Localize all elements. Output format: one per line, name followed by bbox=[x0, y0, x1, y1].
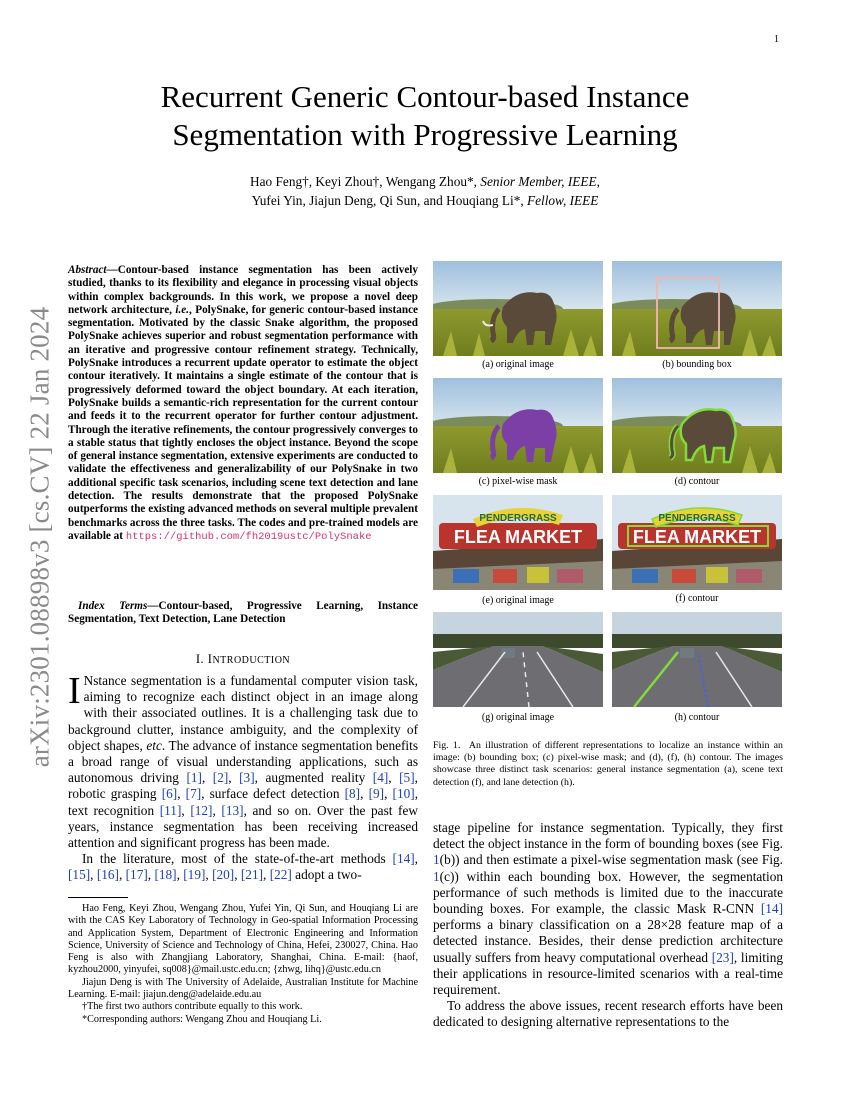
arxiv-stamp-text: arXiv:2301.08898v3 [cs.CV] 22 Jan 2024 bbox=[24, 306, 55, 768]
sign-text-flea-market: FLEA MARKET bbox=[453, 527, 583, 547]
elephant-contour-image bbox=[612, 378, 782, 473]
footnote-equal-contribution: †The first two authors contribute equally to this work. bbox=[82, 1001, 303, 1013]
caption-b: (b) bounding box bbox=[662, 359, 732, 370]
intro-p1-b: . The advance of instance segmentation benefits a broad range of visual understanding applications, such as autonomous driving bbox=[68, 737, 418, 786]
citation-14[interactable]: [14] bbox=[392, 851, 415, 867]
abstract-text-b: , PolySnake, for generic contour-based instance segmentation. Motivated by the classic Snake algorithm, the proposed PolySnake achieves superior and robust segmentation performance with an iterative and progressive contour refinement strategy. Technically, PolySnake introduces a recurrent update operator to estimate the object contour iteratively. It maintains a single estimate of the contour that is progressively deformed toward the object boundary. At each iteration, PolySnake builds a semantic-rich representation for the current contour and feeds it to the recurrent operator for further contour adjustment. Through the iterative refinements, the contour progressively converges to a stable status that tightly encloses the object instance. Beyond the scope of general instance segmentation, extensive experiments are conducted to validate the effectiveness and generalizability of our PolySnake in two additional specific task scenarios, including scene text detection and lane detection. The results demonstrate that the proposed PolySnake outperforms the existing advanced methods on several multiple prevalent benchmarks across the three tasks. The codes and pre-trained models are available at bbox=[68, 303, 418, 542]
figure-panel-a bbox=[433, 261, 603, 356]
arxiv-stamp bbox=[14, 297, 66, 777]
figure-panel-f bbox=[612, 495, 782, 590]
citation-4[interactable]: [4] bbox=[372, 770, 389, 786]
intro-p1-g: , and so on. Over the past few years, instance segmentation has been receiving increased attention and significant progress has been made. bbox=[68, 802, 418, 851]
citation-21[interactable]: [21] bbox=[240, 867, 264, 883]
page-number: 1 bbox=[774, 34, 779, 45]
citation-14-right[interactable]: [14] bbox=[760, 901, 783, 917]
intro-etc: etc bbox=[146, 737, 162, 753]
pixel-mask-overlay bbox=[502, 409, 557, 462]
citation-20[interactable]: [20] bbox=[212, 867, 235, 883]
elephant-mask-image bbox=[433, 378, 603, 473]
citation-22[interactable]: [22] bbox=[269, 867, 292, 883]
right-p1-b: (b)) and then estimate a pixel-wise segmentation mask (see Fig. bbox=[439, 852, 783, 868]
code-link[interactable]: https://github.com/fh2019ustc/PolySnake bbox=[125, 530, 372, 543]
citation-23[interactable]: [23] bbox=[711, 949, 734, 965]
intro-p2-b: adopt a two- bbox=[291, 867, 362, 883]
author-line-1-end: , bbox=[596, 174, 600, 189]
citation-18[interactable]: [18] bbox=[154, 867, 177, 883]
elephant-image bbox=[433, 261, 603, 356]
right-paragraph-2: To address the above issues, recent research efforts have been dedicated to designing alternative representations to the bbox=[433, 998, 783, 1030]
right-p1-c: (c)) within each bounding box. However, the segmentation performance of such methods is limited due to the inaccurate bounding boxes. For example, the classic Mask R-CNN bbox=[433, 868, 783, 917]
author-line-1 bbox=[60, 172, 790, 191]
caption-c: (c) pixel-wise mask bbox=[478, 476, 558, 487]
author-names-2: Yufei Yin, Jiajun Deng, Qi Sun, and Houqiang Li*, bbox=[251, 193, 527, 208]
section-title-rest: NTRODUCTION bbox=[212, 655, 291, 666]
citation-2[interactable]: [2] bbox=[212, 770, 229, 786]
right-p1-d: performs a binary classification on a 28×28 feature map of a detected instance. Besides, their dense prediction architecture usually suffers from heavy computational overhead bbox=[433, 917, 783, 965]
intro-p2-a: In the literature, most of the state-of-the-art methods bbox=[82, 851, 393, 867]
figure-panel-d bbox=[612, 378, 782, 473]
figure-panel-h bbox=[612, 612, 782, 707]
caption-f: (f) contour bbox=[675, 593, 719, 604]
citation-6[interactable]: [6] bbox=[161, 786, 178, 802]
author-list bbox=[60, 172, 790, 210]
figure-caption bbox=[433, 740, 783, 789]
figure-panel-c bbox=[433, 378, 603, 473]
intro-p1-d: , robotic grasping bbox=[68, 770, 418, 802]
flea-market-image bbox=[433, 495, 603, 590]
footnotes bbox=[68, 903, 418, 1026]
figure-caption-label: Fig. 1. bbox=[433, 740, 461, 751]
figure-panel-b bbox=[612, 261, 782, 356]
sign-text-flea-market-f: FLEA MARKET bbox=[632, 527, 762, 547]
caption-a: (a) original image bbox=[482, 359, 554, 370]
index-terms-label: Index Terms bbox=[78, 600, 148, 612]
citation-12[interactable]: [12] bbox=[190, 802, 213, 818]
road-image bbox=[433, 612, 603, 707]
right-column-text bbox=[433, 820, 783, 1031]
intro-paragraph-1: I Nstance segmentation is a fundamental computer vision task, aiming to recognize each distinct object in an image along with their associated outlines. It is a challenging task due to background clutter, instance ambiguity, and the complexity of object shapes, etc. The advance of instance segmentation benefits a broad range of visual understanding applications, such as autonomous driving [1], [2], [3], augmented reality [4], [5], robotic grasping [6], [7], surface defect detection [8], [9], [10], text recognition [11], [12], [13], and so on. Over the past few years, instance segmentation has been receiving increased attention and significant progress has been made. bbox=[68, 670, 419, 851]
figure-panel-g bbox=[433, 612, 603, 707]
footnote-adelaide: Jiajun Deng is with The University of Adelaide, Australian Institute for Machine Learning. E-mail: jiajun.deng@adelaide.edu.au bbox=[68, 976, 418, 1001]
title-line-1: Recurrent Generic Contour-based Instance bbox=[160, 79, 690, 114]
citation-15[interactable]: [15] bbox=[68, 867, 91, 883]
footnote-affiliation: Hao Feng, Keyi Zhou, Wengang Zhou, Yufei Yin, Qi Sun, and Houqiang Li are with the CAS Key Laboratory of Technology in Geo-spatial Information Processing and Application System, Department of Electronic Engineering and Information Science, University of Science and Technology of China, Hefei, 230027, China. Hao Feng is also with Zhangjiang Laboratory, Shanghai, China. E-mail: {haof, kyzhou2000, yinyufei, sq008}@mail.ustc.edu.cn; {zhwg, lihq}@ustc.edu.cn bbox=[68, 903, 418, 976]
abstract bbox=[68, 264, 418, 544]
right-p1-e: , limiting their applications in resource-limited scenarios with a real-time requirement. bbox=[433, 949, 783, 998]
author-line-2 bbox=[60, 191, 790, 210]
drop-cap: I bbox=[68, 670, 81, 712]
intro-p1-a: Nstance segmentation is a fundamental computer vision task, aiming to recognize each distinct object in an image along with their associated outlines. It is a challenging task due to background clutter, instance ambiguity, and the complexity of object shapes, bbox=[68, 673, 418, 753]
caption-g: (g) original image bbox=[481, 712, 555, 723]
figure-panel-e bbox=[433, 495, 603, 590]
citation-17[interactable]: [17] bbox=[125, 867, 148, 883]
intro-p1-c: , augmented reality bbox=[254, 770, 373, 786]
right-paragraph-1 bbox=[433, 820, 783, 998]
index-terms bbox=[68, 600, 418, 627]
citation-5[interactable]: [5] bbox=[399, 770, 415, 786]
citation-11[interactable]: [11] bbox=[159, 802, 182, 818]
sign-text-pendergrass-f: PENDERGRASS bbox=[658, 513, 736, 524]
section-heading bbox=[68, 652, 418, 667]
caption-e: (e) original image bbox=[482, 595, 554, 606]
paper-title bbox=[60, 78, 790, 154]
citation-16[interactable]: [16] bbox=[96, 867, 119, 883]
author-names-1: Hao Feng†, Keyi Zhou†, Wengang Zhou*, bbox=[250, 174, 481, 189]
abstract-text-a: —Contour-based instance segmentation has been actively studied, thanks to its flexibility and elegance in processing visual objects within complex backgrounds. In this work, we propose a novel deep network architecture, bbox=[68, 264, 418, 316]
footnote-rule bbox=[68, 897, 128, 898]
flea-market-contour-image bbox=[612, 495, 782, 590]
author-role-1: Senior Member, IEEE bbox=[480, 174, 597, 189]
caption-d: (d) contour bbox=[674, 476, 720, 487]
citation-13[interactable]: [13] bbox=[221, 802, 244, 818]
contour-overlay bbox=[681, 409, 736, 462]
caption-h: (h) contour bbox=[674, 712, 720, 723]
intro-paragraph-2: In the literature, most of the state-of-the-art methods [14], [15], [16], [17], [18], [19], [20], [21], [22] adopt a two- bbox=[68, 851, 418, 883]
figure-caption-text: An illustration of different representations to localize an instance within an image: (b) bounding box; (c) pixel-wise mask; and (d), (f), (h) contour. The images showcase three distinct task scenarios: general instance segmentation (a), scene text detection (f), and lane detection (h). bbox=[433, 740, 783, 788]
abstract-label: Abstract bbox=[68, 264, 107, 276]
figure-ref-1[interactable]: 1 bbox=[433, 852, 440, 868]
figure-ref-2[interactable]: 1 bbox=[433, 868, 440, 884]
right-p1-a: stage pipeline for instance segmentation. Typically, they first detect the object instance in the form of bounding boxes (see Fig. bbox=[433, 820, 783, 852]
index-terms-text: —Contour-based, Progressive Learning, Instance Segmentation, Text Detection, Lane Detection bbox=[68, 600, 418, 626]
author-role-2: Fellow, IEEE bbox=[527, 193, 599, 208]
citation-7[interactable]: [7] bbox=[185, 786, 202, 802]
citation-19[interactable]: [19] bbox=[183, 867, 206, 883]
citation-9[interactable]: [9] bbox=[368, 786, 385, 802]
abstract-ie: i.e. bbox=[175, 303, 190, 316]
intro-p1-f: , text recognition bbox=[68, 786, 419, 818]
introduction-text bbox=[68, 670, 419, 884]
footnote-corresponding: *Corresponding authors: Wengang Zhou and Houqiang Li. bbox=[82, 1013, 322, 1025]
elephant-bbox-image bbox=[612, 261, 782, 356]
citation-3[interactable]: [3] bbox=[239, 770, 255, 786]
intro-p1-e: , surface defect detection bbox=[201, 786, 345, 802]
citation-1[interactable]: [1] bbox=[186, 770, 202, 786]
title-line-2: Segmentation with Progressive Learning bbox=[172, 117, 678, 152]
road-contour-image bbox=[612, 612, 782, 707]
citation-8[interactable]: [8] bbox=[344, 786, 361, 802]
citation-10[interactable]: [10] bbox=[392, 786, 415, 802]
sign-text-pendergrass: PENDERGRASS bbox=[479, 513, 557, 524]
section-title-first: I bbox=[207, 652, 213, 666]
section-number: I. bbox=[195, 652, 205, 666]
